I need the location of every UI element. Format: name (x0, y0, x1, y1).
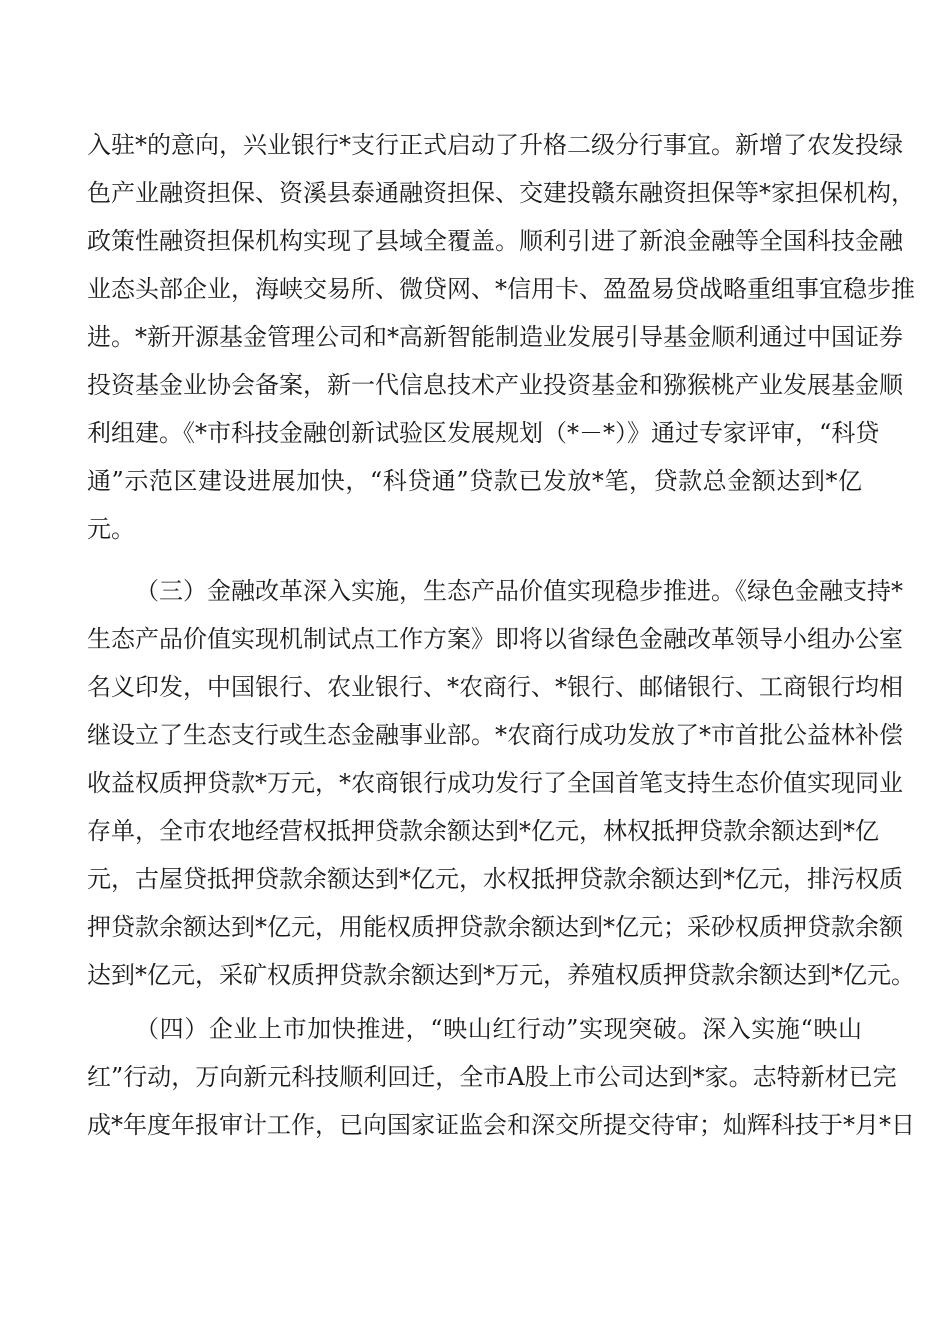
text-line: 名义印发，中国银行、农业银行、*农商行、*银行、邮储银行、工商银行均相 (87, 673, 903, 701)
text-line: 色产业融资担保、资溪县泰通融资担保、交建投赣东融资担保等*家担保机构， (87, 179, 915, 207)
text-line: 成*年度年报审计工作，已向国家证监会和深交所提交待审；灿辉科技于*月*日 (87, 1111, 915, 1139)
text-line: 入驻*的意向，兴业银行*支行正式启动了升格二级分行事宜。新增了农发投绿 (87, 131, 903, 159)
text-line: 通”示范区建设进展加快，“科贷通”贷款已发放*笔，贷款总金额达到*亿 (87, 467, 862, 495)
text-line: 业态头部企业，海峡交易所、微贷网、*信用卡、盈盈易贷战略重组事宜稳步推 (87, 275, 915, 303)
text-line: 存单，全市农地经营权抵押贷款余额达到*亿元，林权抵押贷款余额达到*亿 (87, 817, 879, 845)
text-line: 投资基金业协会备案，新一代信息技术产业投资基金和猕猴桃产业发展基金顺 (87, 371, 903, 399)
text-line: 红”行动，万向新元科技顺利回迁，全市A股上市公司达到*家。志特新材已完 (87, 1063, 897, 1091)
text-line: 元，古屋贷抵押贷款余额达到*亿元，水权抵押贷款余额达到*亿元，排污权质 (87, 865, 903, 893)
text-line: 进。*新开源基金管理公司和*高新智能制造业发展引导基金顺利通过中国证券 (87, 323, 903, 351)
paragraph-3 (87, 1015, 915, 1161)
text-line: 利组建。《*市科技金融创新试验区发展规划（*－*）》通过专家评审，“科贷 (87, 419, 880, 447)
section-heading-line: （四）企业上市加快推进，“映山红行动”实现突破。深入实施“映山 (135, 1015, 862, 1043)
text-line: 元。 (87, 515, 135, 543)
text-line: 政策性融资担保机构实现了县域全覆盖。顺利引进了新浪金融等全国科技金融 (87, 227, 903, 255)
text-line: 押贷款余额达到*亿元，用能权质押贷款余额达到*亿元；采砂权质押贷款余额 (87, 913, 903, 941)
paragraph-2 (87, 577, 915, 1011)
text-line: 继设立了生态支行或生态金融事业部。*农商行成功发放了*市首批公益林补偿 (87, 721, 903, 749)
text-line: 达到*亿元，采矿权质押贷款余额达到*万元，养殖权质押贷款余额达到*亿元。 (87, 961, 915, 989)
text-line: 生态产品价值实现机制试点工作方案》即将以省绿色金融改革领导小组办公室 (87, 625, 903, 653)
section-heading-line: （三）金融改革深入实施，生态产品价值实现稳步推进。《绿色金融支持* (135, 577, 903, 605)
document-body (87, 131, 915, 1161)
paragraph-1 (87, 131, 915, 565)
text-line: 收益权质押贷款*万元，*农商银行成功发行了全国首笔支持生态价值实现同业 (87, 769, 903, 797)
